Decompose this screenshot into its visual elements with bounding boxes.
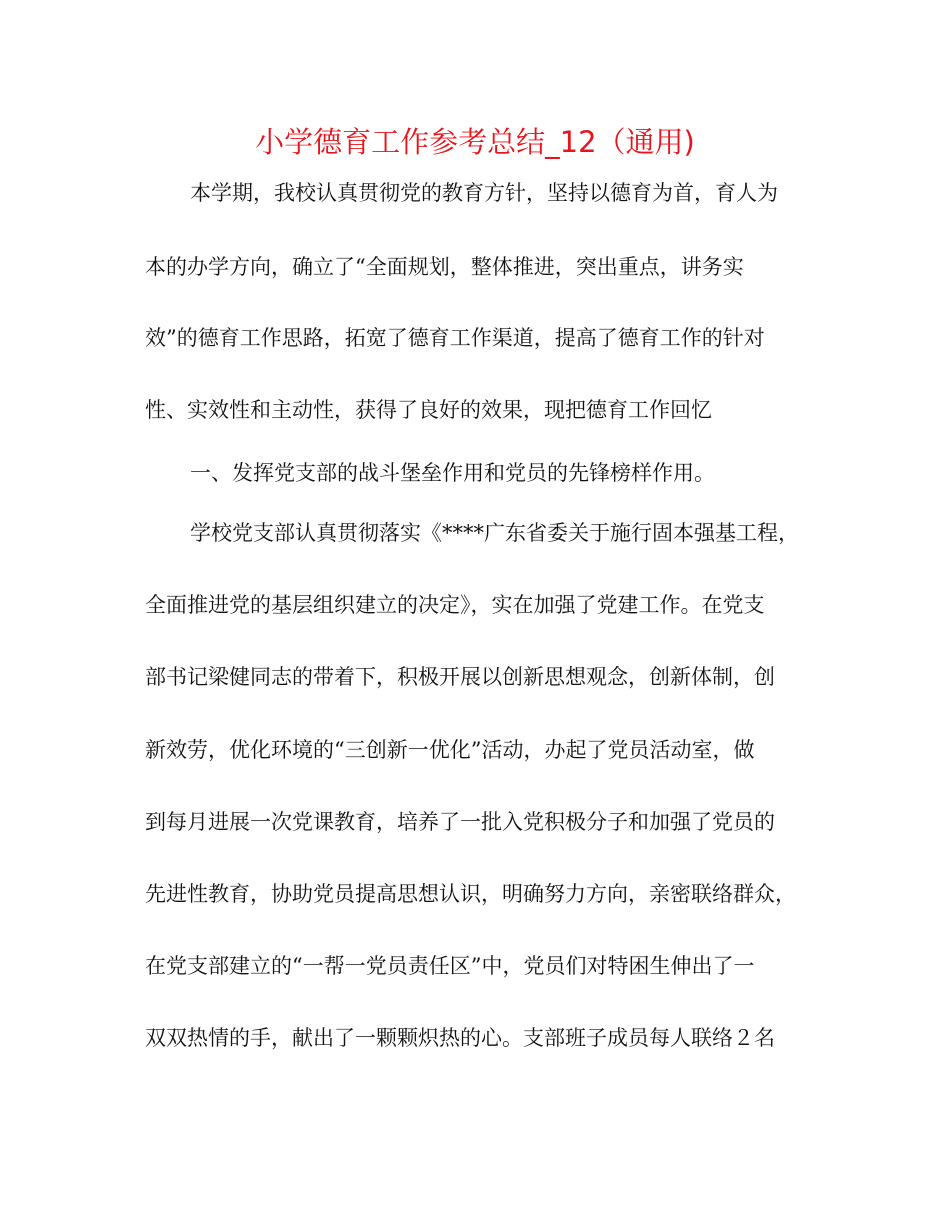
paragraph-line-4: 性、实效性和主动性，获得了良好的效果，现把德育工作回忆 bbox=[145, 398, 712, 422]
paragraph-line-7: 部书记梁健同志的带着下，积极开展以创新思想观念，创新体制，创 bbox=[145, 665, 775, 689]
paragraph-line-5: 学校党支部认真贯彻落实《****广东省委关于施行固本强基工程， bbox=[190, 521, 799, 545]
paragraph-line-6: 全面推进党的基层组织建立的决定》，实在加强了党建工作。在党支 bbox=[145, 593, 765, 617]
section-heading: 一、发挥党支部的战斗堡垒作用和党员的先锋榜样作用。 bbox=[190, 461, 715, 485]
paragraph-line-9: 到每月进展一次党课教育，培养了一批入党积极分子和加强了党员的 bbox=[145, 810, 775, 834]
paragraph-line-8: 新效劳，优化环境的“三创新一优化”活动，办起了党员活动室，做 bbox=[145, 738, 755, 762]
document-title: 小学德育工作参考总结_12（通用) bbox=[255, 125, 695, 159]
paragraph-line-12: 双双热情的手，献出了一颗颗炽热的心。支部班子成员每人联络２名 bbox=[145, 1026, 775, 1050]
paragraph-line-1: 本学期，我校认真贯彻党的教育方针，坚持以德育为首，育人为 bbox=[190, 181, 778, 205]
paragraph-line-2: 本的办学方向，确立了“全面规划，整体推进，突出重点，讲务实 bbox=[145, 255, 744, 279]
paragraph-line-3: 效”的德育工作思路，拓宽了德育工作渠道，提高了德育工作的针对 bbox=[145, 326, 765, 350]
paragraph-line-11: 在党支部建立的“一帮一党员责任区”中，党员们对特困生伸出了一 bbox=[145, 954, 755, 978]
paragraph-line-10: 先进性教育，协助党员提高思想认识，明确努力方向，亲密联络群众， bbox=[145, 882, 796, 906]
